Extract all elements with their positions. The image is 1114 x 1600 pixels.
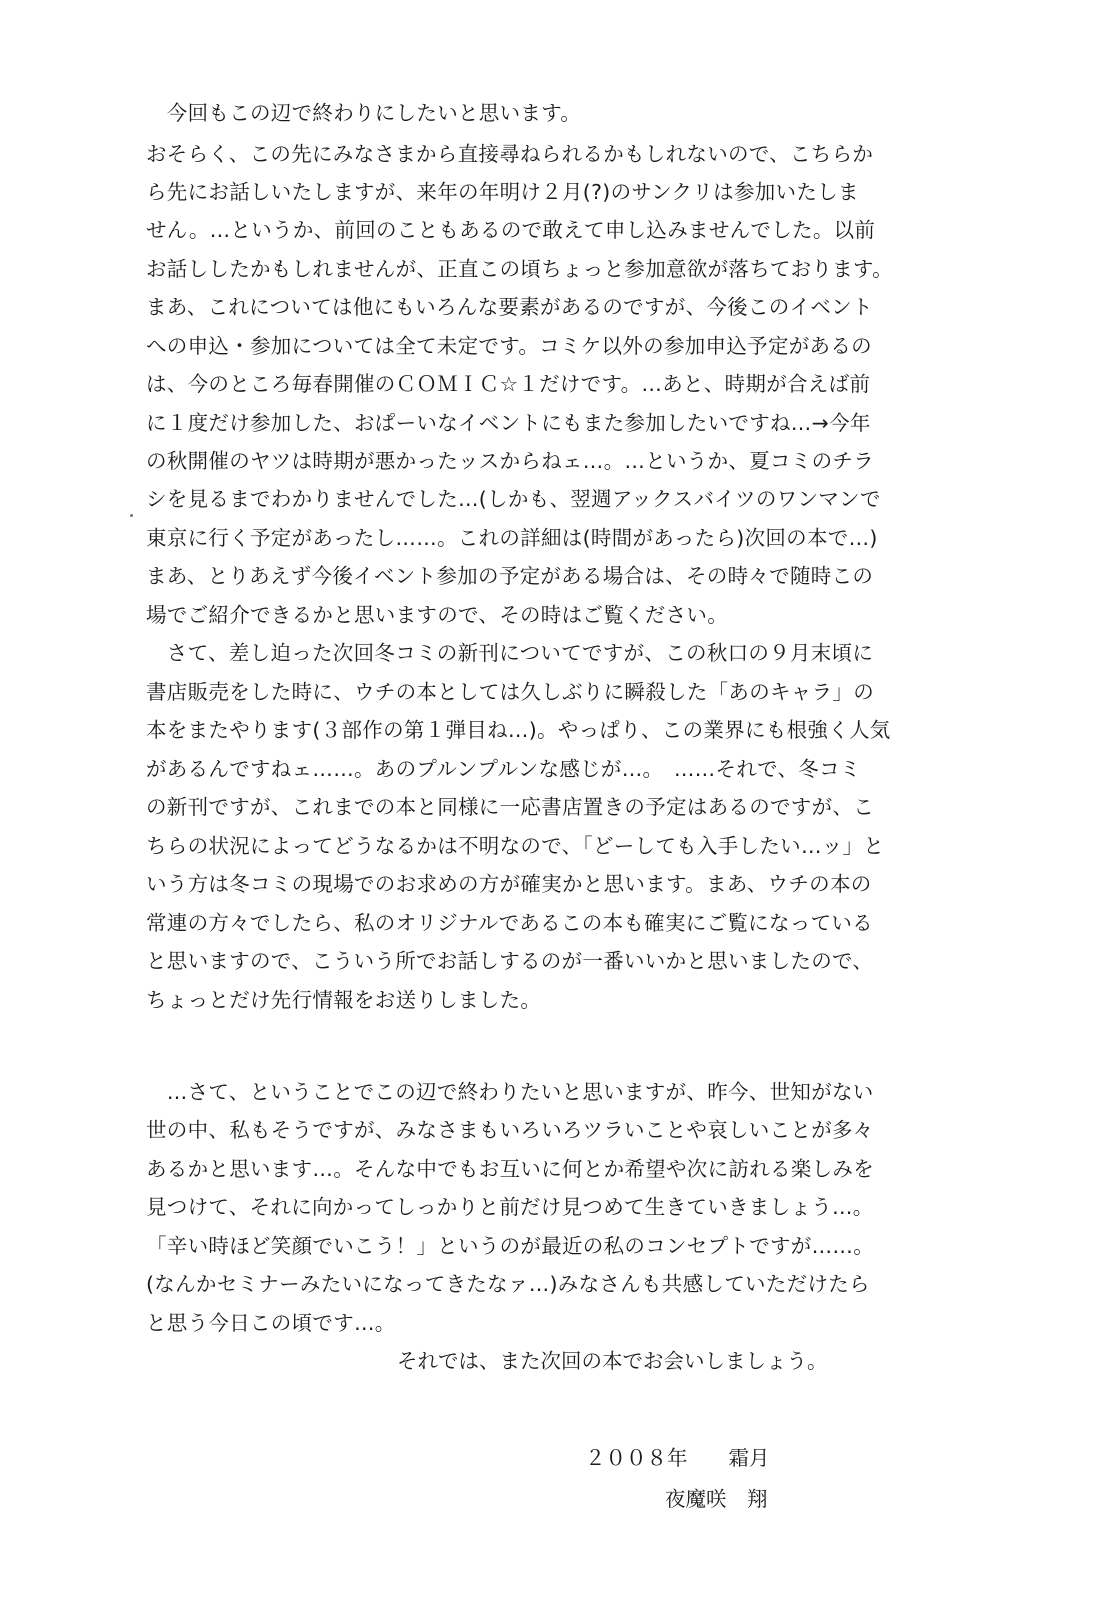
text-line: ちらの状況によってどうなるかは不明なので、「どーしても入手したい…ッ」と	[146, 834, 885, 858]
text-line: あるかと思います…。そんな中でもお互いに何とか希望や次に訪れる楽しみを	[146, 1157, 874, 1181]
text-line: ら先にお話しいたしますが、来年の年明け２月(?)のサンクリは参加いたしま	[146, 180, 859, 204]
text-line: 東京に行く予定があったし……。これの詳細は(時間があったら)次回の本で…)	[146, 526, 878, 550]
text-line: いう方は冬コミの現場でのお求めの方が確実かと思います。まあ、ウチの本の	[146, 872, 872, 896]
text-line: 書店販売をした時に、ウチの本としては久しぶりに瞬殺した「あのキャラ」の	[146, 680, 874, 704]
text-line: に１度だけ参加した、おぱーいなイベントにもまた参加したいですね…→今年	[146, 411, 871, 435]
text-line: 場でご紹介できるかと思いますので、その時はご覧ください。	[146, 603, 728, 627]
text-line: おそらく、この先にみなさまから直接尋ねられるかもしれないので、こちらか	[146, 142, 874, 166]
text-line: せん。…というか、前回のこともあるので敢えて申し込みませんでした。以前	[146, 218, 876, 242]
text-line: と思いますので、こういう所でお話しするのが一番いいかと思いましたので、	[146, 949, 874, 973]
text-line: ちょっとだけ先行情報をお送りしました。	[146, 988, 542, 1012]
text-line: …さて、ということでこの辺で終わりたいと思いますが、昨今、世知がない	[146, 1080, 874, 1104]
text-line: 本をまたやります(３部作の第１弾目ね…)。やっぱり、この業界にも根強く人気	[146, 718, 891, 742]
text-line: まあ、これについては他にもいろんな要素があるのですが、今後このイベント	[146, 295, 873, 319]
text-line: があるんですねェ……。あのプルンプルンな感じが…。 ……それで、冬コミ	[146, 757, 861, 781]
closing-line: それでは、また次回の本でお会いしましょう。	[397, 1349, 828, 1373]
date-line: ２００８年 霜月	[585, 1446, 770, 1470]
text-line: 今回もこの辺で終わりにしたいと思います。	[146, 101, 582, 125]
text-line: 常連の方々でしたら、私のオリジナルであるこの本も確実にご覧になっている	[146, 911, 873, 935]
text-line: の新刊ですが、これまでの本と同様に一応書店置きの予定はあるのですが、こ	[146, 795, 874, 819]
text-line: (なんかセミナーみたいになってきたなァ…)みなさんも共感していただけたら	[146, 1272, 870, 1296]
scan-speck	[130, 514, 133, 517]
text-line: と思う今日この頃です…。	[146, 1311, 396, 1335]
text-line: まあ、とりあえず今後イベント参加の予定がある場合は、その時々で随時この	[146, 564, 874, 588]
text-line: シを見るまでわかりませんでした…(しかも、翌週アックスバイツのワンマンで	[146, 487, 881, 511]
author-signature: 夜魔咲 翔	[665, 1487, 768, 1511]
text-line: の秋開催のヤツは時期が悪かったッスからねェ…。…というか、夏コミのチラ	[146, 449, 874, 473]
text-line: 世の中、私もそうですが、みなさまもいろいろツラいことや哀しいことが多々	[146, 1118, 874, 1142]
text-line: お話ししたかもしれませんが、正直この頃ちょっと参加意欲が落ちております。	[146, 257, 893, 281]
text-line: は、今のところ毎春開催のＣＯＭＩＣ☆１だけです。…あと、時期が合えば前	[146, 372, 871, 396]
text-line: さて、差し迫った次回冬コミの新刊についてですが、この秋口の９月末頃に	[146, 641, 874, 665]
text-line: 見つけて、それに向かってしっかりと前だけ見つめて生きていきましょう…。	[146, 1195, 874, 1219]
text-line: への申込・参加については全て未定です。コミケ以外の参加申込予定があるの	[146, 334, 872, 358]
text-line: 「辛い時ほど笑顔でいこう！」というのが最近の私のコンセプトですが……。	[146, 1234, 874, 1258]
